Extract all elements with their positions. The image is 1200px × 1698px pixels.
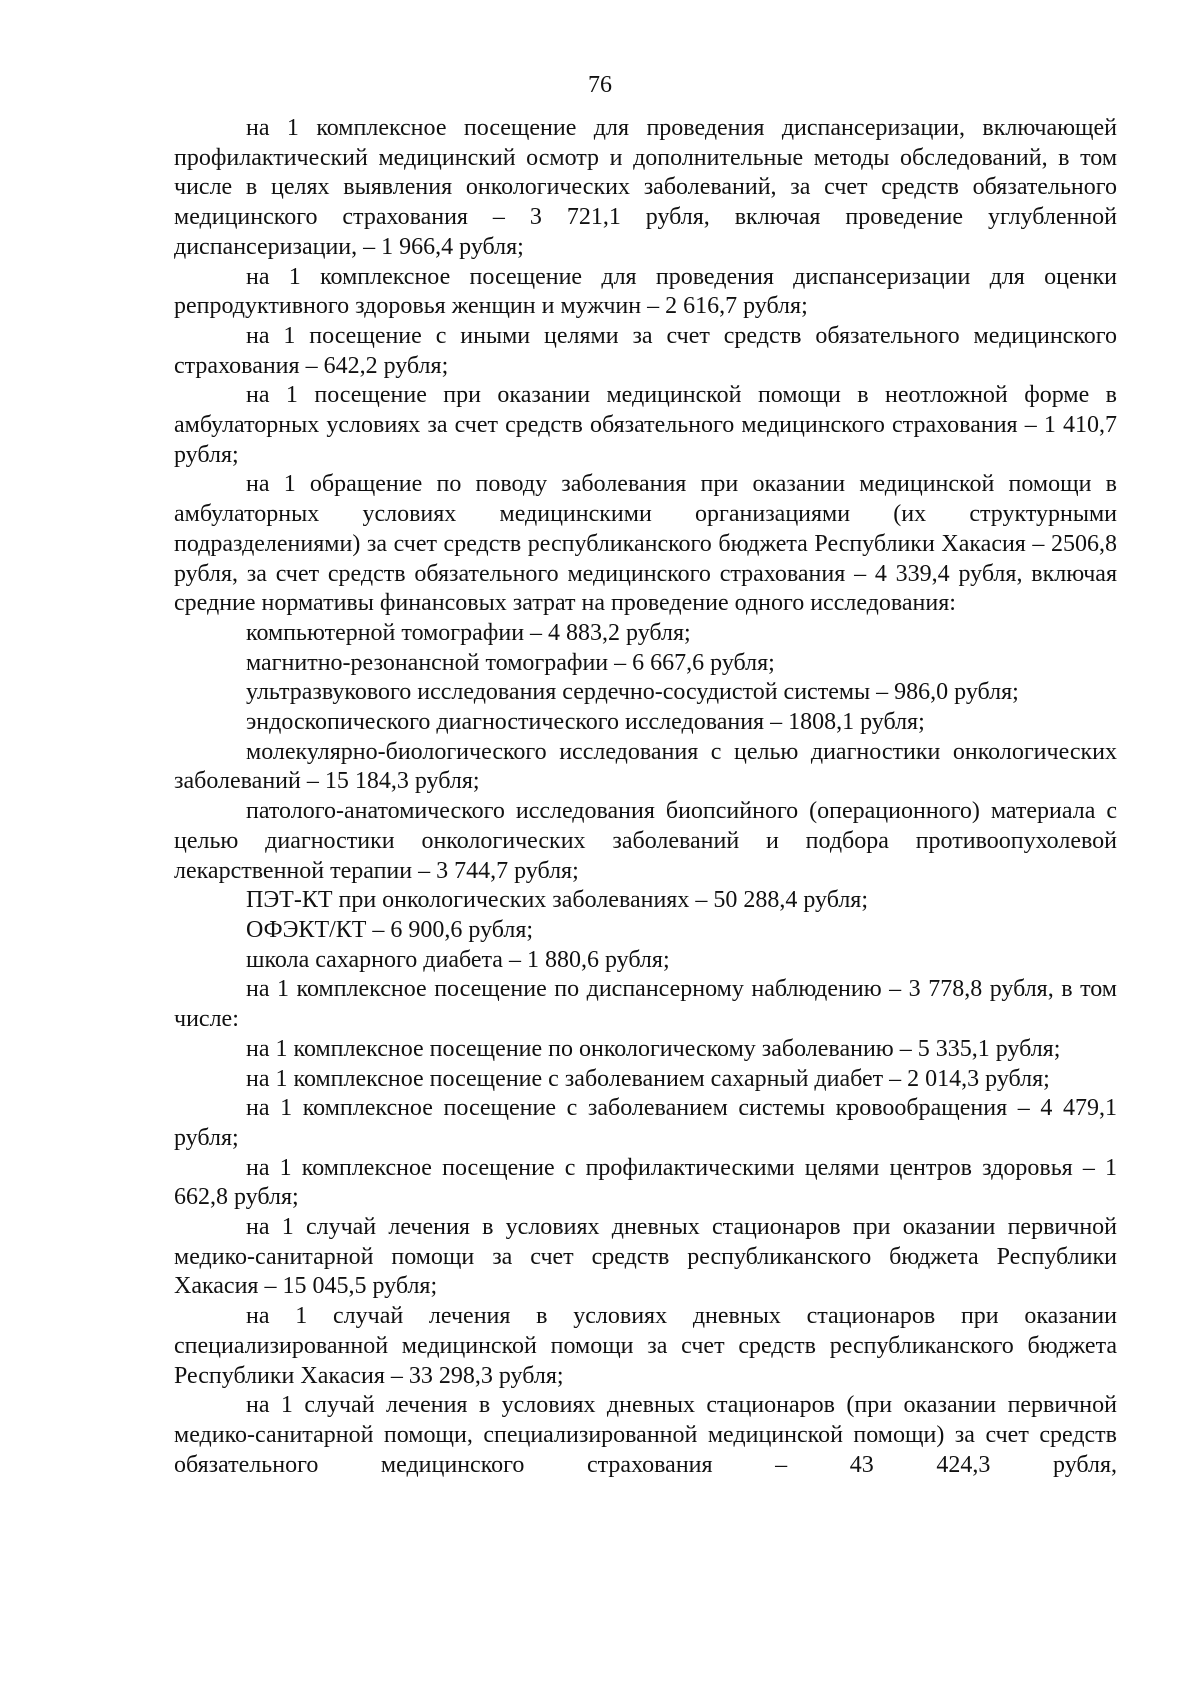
paragraph-21: на 1 случай лечения в условиях дневных стационаров при оказании специализированной медицинской помощи за счет средств республиканского бюджета Республики Хакасия – 33 298,3 рубля; [174,1303,1117,1389]
paragraph-16: на 1 комплексное посещение по онкологическому заболеванию – 5 335,1 рубля; [246,1035,1061,1062]
paragraph-3: на 1 посещение с иными целями за счет средств обязательного медицинского страхования – 642,2 рубля; [174,322,1117,379]
paragraph-8: ультразвукового исследования сердечно-сосудистой системы – 986,0 рубля; [246,679,1019,706]
paragraph-11: патолого-анатомического исследования биопсийного (операционного) материала с целью диагностики онкологических заболеваний и подбора противоопухолевой лекарственной терапии – 3 744,7 рубля; [174,798,1117,884]
paragraph-15: на 1 комплексное посещение по диспансерному наблюдению – 3 778,8 рубля, в том числе: [174,976,1117,1033]
paragraph-6: компьютерной томографии – 4 883,2 рубля; [246,619,691,646]
paragraph-7: магнитно-резонансной томографии – 6 667,6 рубля; [246,649,775,676]
paragraph-14: школа сахарного диабета – 1 880,6 рубля; [246,946,670,973]
paragraph-18: на 1 комплексное посещение с заболеванием системы кровообращения – 4 479,1 рубля; [174,1095,1117,1151]
body-text [174,114,1117,1480]
paragraph-5: на 1 обращение по поводу заболевания при оказании медицинской помощи в амбулаторных условиях медицинскими организациями (их структурными подразделениями) за счет средств республиканского бюджета Республики Хакасия – 2506,8 рубля, за счет средств обязательного медицинского страхования – 4 339,4 рубля, включая средние нормативы финансовых затрат на проведение одного исследования: [174,471,1117,617]
page-number: 76 [588,72,612,98]
paragraph-4: на 1 посещение при оказании медицинской помощи в неотложной форме в амбулаторных условиях за счет средств обязательного медицинского страхования – 1 410,7 рубля; [174,382,1117,468]
paragraph-17: на 1 комплексное посещение с заболеванием сахарный диабет – 2 014,3 рубля; [246,1065,1050,1092]
paragraph-20: на 1 случай лечения в условиях дневных стационаров при оказании первичной медико-санитарной помощи за счет средств республиканского бюджета Республики Хакасия – 15 045,5 рубля; [174,1214,1117,1300]
paragraph-13: ОФЭКТ/КТ – 6 900,6 рубля; [246,916,534,943]
paragraph-2: на 1 комплексное посещение для проведения диспансеризации для оценки репродуктивного здоровья женщин и мужчин – 2 616,7 рубля; [174,263,1117,320]
paragraph-12: ПЭТ-КТ при онкологических заболеваниях – 50 288,4 рубля; [246,887,869,914]
paragraph-19: на 1 комплексное посещение с профилактическими целями центров здоровья – 1 662,8 рубля; [174,1154,1117,1211]
paragraph-9: эндоскопического диагностического исследования – 1808,1 рубля; [246,709,925,736]
paragraph-22: на 1 случай лечения в условиях дневных стационаров (при оказании первичной медико-санитарной помощи, специализированной медицинской помощи) за счет средств обязательного медицинского страхования – 43 424,3 рубля, [174,1392,1117,1478]
paragraph-1: на 1 комплексное посещение для проведения диспансеризации, включающей профилактический медицинский осмотр и дополнительные методы обследований, в том числе в целях выявления онкологических заболеваний, за счет средств обязательного медицинского страхования – 3 721,1 рубля, включая проведение углубленной диспансеризации, – 1 966,4 рубля; [174,115,1117,260]
paragraph-10: молекулярно-биологического исследования с целью диагностики онкологических заболеваний – 15 184,3 рубля; [174,738,1117,795]
